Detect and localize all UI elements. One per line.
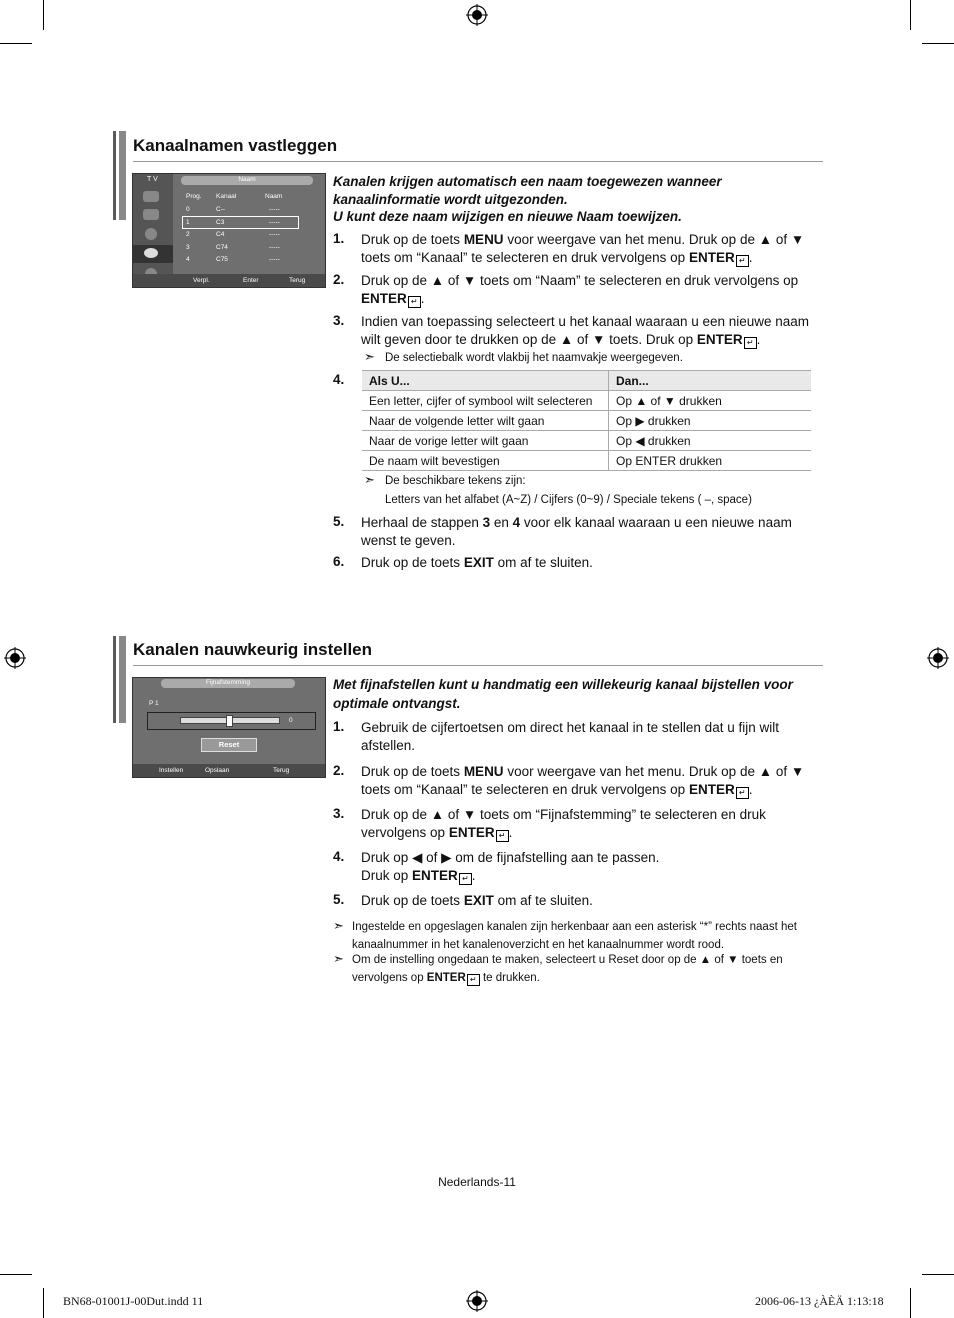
step-number: 4. bbox=[333, 372, 345, 387]
section-title: Kanaalnamen vastleggen bbox=[133, 136, 338, 155]
step-text: Druk op de ▲ of ▼ toets om “Naam” te selecteren en druk vervolgens op ENTER ↵ . bbox=[361, 273, 799, 306]
osd-hint-move: Verpl. bbox=[193, 277, 210, 284]
note-arrow-icon: ➣ bbox=[364, 349, 375, 364]
osd-menu-title: T V bbox=[147, 176, 158, 183]
sound-icon bbox=[143, 209, 159, 220]
enter-icon: ↵ bbox=[459, 873, 472, 885]
section-accent-bar bbox=[113, 131, 116, 220]
table-cell: De naam wilt bevestigen bbox=[362, 451, 609, 471]
step-number: 2. bbox=[333, 272, 345, 287]
slider-thumb bbox=[226, 715, 233, 727]
osd-channel-cell: 0 bbox=[186, 206, 190, 213]
osd-channel-cell: C3 bbox=[216, 218, 225, 226]
step-text: Druk op de toets MENU voor weergave van het menu. Druk op de ▲ of ▼ toets om “Kanaal” te selecteren en druk vervolgens op ENTER ↵ . bbox=[361, 764, 805, 797]
section-intro: Kanalen krijgen automatisch een naam toegewezen wanneer kanaalinformatie wordt uitgezonden. U kunt deze naam wijzigen en nieuwe Naam toewijzen. bbox=[333, 174, 722, 224]
table-cell: Op ▲ of ▼ drukken bbox=[609, 391, 812, 411]
step-text: Druk op de ▲ of ▼ toets om “Fijnafstemming” te selecteren en druk vervolgens op ENTER ↵ . bbox=[361, 807, 766, 840]
enter-icon: ↵ bbox=[467, 974, 480, 986]
slider-value: 0 bbox=[289, 717, 293, 724]
step-number: 3. bbox=[333, 806, 345, 821]
print-file-info: BN68-01001J-00Dut.indd 11 bbox=[63, 1294, 204, 1308]
osd-name-screen bbox=[132, 173, 326, 288]
section-title: Kanalen nauwkeurig instellen bbox=[133, 640, 373, 659]
note-text: De selectiebalk wordt vlakbij het naamvakje weergegeven. bbox=[385, 352, 683, 364]
crop-mark bbox=[922, 1274, 954, 1275]
crop-mark bbox=[43, 0, 44, 30]
osd-hint-back: Terug bbox=[273, 767, 290, 774]
osd-channel-cell: 1 bbox=[186, 218, 190, 226]
step-number: 1. bbox=[333, 719, 345, 734]
setup-icon-selected bbox=[133, 245, 173, 263]
note-text: De beschikbare tekens zijn: bbox=[385, 475, 526, 487]
note-arrow-icon: ➣ bbox=[333, 918, 344, 933]
table-row bbox=[362, 451, 811, 471]
crop-mark bbox=[910, 1288, 911, 1318]
table-header: Dan... bbox=[609, 371, 812, 391]
osd-hint-back: Terug bbox=[289, 277, 306, 284]
osd-channel-cell: C4 bbox=[216, 231, 225, 238]
table-row bbox=[362, 391, 811, 411]
note-text: Ingestelde en opgeslagen kanalen zijn herkenbaar aan een asterisk “*” rechts naast het kanaalnummer in het kanalenoverzicht en het kanaalnummer wordt rood. bbox=[352, 921, 797, 951]
registration-mark-icon bbox=[927, 647, 949, 669]
table-row bbox=[362, 431, 811, 451]
action-table bbox=[362, 370, 811, 471]
registration-mark-icon bbox=[466, 4, 488, 26]
section-divider bbox=[133, 665, 823, 666]
osd-channel-cell: 3 bbox=[186, 243, 190, 251]
osd-footer bbox=[133, 274, 325, 287]
table-header: Als U... bbox=[362, 371, 609, 391]
section-divider bbox=[133, 161, 823, 162]
osd-channel-cell: 4 bbox=[186, 256, 190, 263]
step-text: Druk op de toets EXIT om af te sluiten. bbox=[361, 893, 593, 908]
step-number: 4. bbox=[333, 849, 345, 864]
osd-col-header: Kanaal bbox=[216, 193, 237, 200]
osd-channel-cell: C74 bbox=[216, 243, 228, 251]
step-number: 5. bbox=[333, 892, 345, 907]
table-cell: Naar de volgende letter wilt gaan bbox=[362, 411, 609, 431]
step-text: Herhaal de stappen 3 en 4 voor elk kanaal waaraan u een nieuwe naam wenst te geven. bbox=[361, 515, 792, 548]
crop-mark bbox=[0, 1274, 32, 1275]
note-text: Om de instelling ongedaan te maken, selecteert u Reset door op de ▲ of ▼ toets en vervolgens op ENTER ↵ te drukken. bbox=[352, 954, 783, 984]
reset-button: Reset bbox=[201, 738, 257, 752]
step-number: 3. bbox=[333, 313, 345, 328]
note-arrow-icon: ➣ bbox=[364, 472, 375, 487]
crop-mark bbox=[910, 0, 911, 30]
osd-channel-cell: ----- bbox=[269, 243, 280, 251]
channel-icon bbox=[145, 228, 157, 240]
osd-finetune-screen bbox=[132, 677, 326, 778]
osd-channel-cell: ----- bbox=[269, 231, 280, 238]
osd-tab: Naam bbox=[181, 176, 313, 185]
enter-icon: ↵ bbox=[736, 255, 749, 267]
enter-icon: ↵ bbox=[408, 296, 421, 308]
step-text: Druk op de toets MENU voor weergave van het menu. Druk op de ▲ of ▼ toets om “Kanaal” te selecteren en druk vervolgens op ENTER ↵ . bbox=[361, 232, 805, 265]
osd-hint-adjust: Instellen bbox=[159, 767, 184, 774]
crop-mark bbox=[43, 1288, 44, 1318]
osd-hint-enter: Enter bbox=[243, 277, 259, 284]
enter-icon: ↵ bbox=[736, 787, 749, 799]
osd-selection-highlight bbox=[182, 216, 299, 229]
osd-channel-cell: ----- bbox=[269, 218, 280, 226]
registration-mark-icon bbox=[4, 647, 26, 669]
note-text: Letters van het alfabet (A~Z) / Cijfers (0~9) / Speciale tekens ( –, space) bbox=[385, 494, 752, 506]
osd-col-header: Prog. bbox=[186, 193, 202, 200]
osd-sidebar bbox=[133, 174, 173, 287]
osd-hint-save: Opslaan bbox=[205, 767, 230, 774]
registration-mark-icon bbox=[466, 1290, 488, 1312]
step-number: 6. bbox=[333, 554, 345, 569]
table-cell: Een letter, cijfer of symbool wilt selecteren bbox=[362, 391, 609, 411]
osd-channel-cell: ----- bbox=[269, 256, 280, 263]
step-number: 2. bbox=[333, 763, 345, 778]
step-text: Gebruik de cijfertoetsen om direct het kanaal in te stellen dat u fijn wilt afstellen. bbox=[361, 720, 779, 753]
section-accent-bar bbox=[113, 636, 116, 723]
step-number: 1. bbox=[333, 231, 345, 246]
osd-channel: P 1 bbox=[149, 700, 159, 707]
enter-icon: ↵ bbox=[496, 830, 509, 842]
finetune-slider bbox=[147, 712, 316, 730]
step-text: Indien van toepassing selecteert u het kanaal waaraan u een nieuwe naam wilt geven door te drukken op de ▲ of ▼ toets. Druk op ENTER ↵ . bbox=[361, 314, 810, 347]
step-number: 5. bbox=[333, 514, 345, 529]
osd-footer bbox=[133, 764, 325, 777]
crop-mark bbox=[922, 43, 954, 44]
crop-mark bbox=[0, 43, 32, 44]
note-arrow-icon: ➣ bbox=[333, 951, 344, 966]
osd-col-header: Naam bbox=[265, 193, 283, 200]
table-row bbox=[362, 411, 811, 431]
osd-channel-cell: ----- bbox=[269, 206, 280, 213]
step-text: Druk op de toets EXIT om af te sluiten. bbox=[361, 555, 593, 570]
enter-icon: ↵ bbox=[744, 337, 757, 349]
section-accent-bar bbox=[119, 131, 126, 220]
table-cell: Op ◀ drukken bbox=[609, 431, 812, 451]
osd-channel-cell: C75 bbox=[216, 256, 228, 263]
osd-channel-cell: 2 bbox=[186, 231, 190, 238]
step-text: Druk op ◀ of ▶ om de fijnafstelling aan te passen. Druk op ENTER ↵ . bbox=[361, 850, 660, 883]
section-accent-bar bbox=[119, 636, 126, 723]
osd-tab: Fijnafstemming bbox=[161, 679, 295, 688]
picture-icon bbox=[143, 191, 159, 202]
page-number: Nederlands-11 bbox=[438, 1175, 516, 1189]
section-intro: Met fijnafstellen kunt u handmatig een willekeurig kanaal bijstellen voor optimale ontvangst. bbox=[333, 677, 793, 711]
table-cell: Naar de vorige letter wilt gaan bbox=[362, 431, 609, 451]
print-timestamp: 2006-06-13 ¿ÀÈÄ 1:13:18 bbox=[755, 1294, 884, 1308]
table-cell: Op ENTER drukken bbox=[609, 451, 812, 471]
osd-channel-cell: C-- bbox=[216, 206, 226, 213]
table-cell: Op ▶ drukken bbox=[609, 411, 812, 431]
